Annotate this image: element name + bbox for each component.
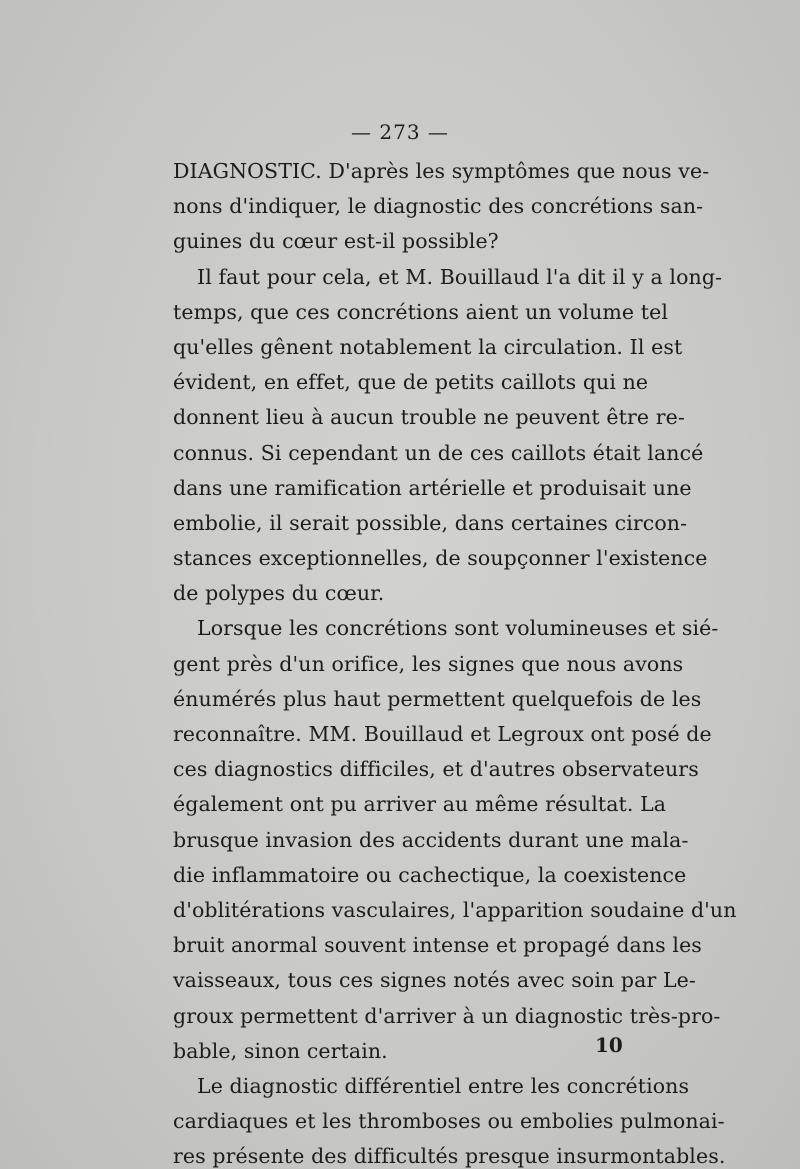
- text-line: cardiaques et les thromboses ou embolies pulmonai-: [173, 1109, 725, 1134]
- text-line: vaisseaux, tous ces signes notés avec soin par Le-: [173, 968, 696, 993]
- text-line: stances exceptionnelles, de soupçonner l'existence: [173, 546, 708, 571]
- text-line: guines du cœur est-il possible?: [173, 229, 499, 254]
- text-line: die inflammatoire ou cachectique, la coexistence: [173, 862, 687, 887]
- text-line: brusque invasion des accidents durant une mala-: [173, 827, 689, 852]
- text-line: ces diagnostics difficiles, et d'autres observateurs: [173, 757, 699, 782]
- text-line: Il faut pour cela, et M. Bouillaud l'a dit il y a long-: [197, 264, 723, 289]
- text-line: qu'elles gênent notablement la circulation. Il est: [173, 334, 683, 359]
- signature-mark: 10: [595, 1033, 623, 1057]
- text-line: Lorsque les concrétions sont volumineuses et sié-: [197, 616, 719, 641]
- text-line: énumérés plus haut permettent quelquefois de les: [173, 686, 702, 711]
- text-line: embolie, il serait possible, dans certaines circon-: [173, 510, 688, 535]
- text-line: gent près d'un orifice, les signes que nous avons: [173, 651, 684, 676]
- text-line: DIAGNOSTIC. D'après les symptômes que nous ve-: [173, 159, 710, 183]
- text-line: également ont pu arriver au même résultat. La: [173, 792, 667, 817]
- text-line: temps, que ces concrétions aient un volume tel: [173, 299, 669, 324]
- text-line: connus. Si cependant un de ces caillots était lancé: [173, 440, 704, 465]
- text-line: bruit anormal souvent intense et propagé dans les: [173, 933, 702, 958]
- text-line: Le diagnostic différentiel entre les concrétions: [197, 1073, 690, 1098]
- text-line: nons d'indiquer, le diagnostic des concrétions san-: [173, 194, 704, 219]
- text-line: d'oblitérations vasculaires, l'apparition soudaine d'un: [173, 897, 737, 922]
- body-text: [173, 154, 737, 1169]
- text-line: de polypes du cœur.: [173, 581, 385, 606]
- text-line: res présente des difficultés presque insurmontables.: [173, 1144, 726, 1169]
- text-line: bable, sinon certain.: [173, 1038, 388, 1063]
- text-line: évident, en effet, que de petits caillots qui ne: [173, 370, 649, 395]
- text-line: groux permettent d'arriver à un diagnostic très-pro-: [173, 1003, 721, 1028]
- text-line: dans une ramification artérielle et produisait une: [173, 475, 692, 500]
- text-line: reconnaître. MM. Bouillaud et Legroux ont posé de: [173, 722, 712, 746]
- text-line: donnent lieu à aucun trouble ne peuvent être re-: [173, 405, 685, 430]
- page-number: — 273 —: [351, 120, 449, 144]
